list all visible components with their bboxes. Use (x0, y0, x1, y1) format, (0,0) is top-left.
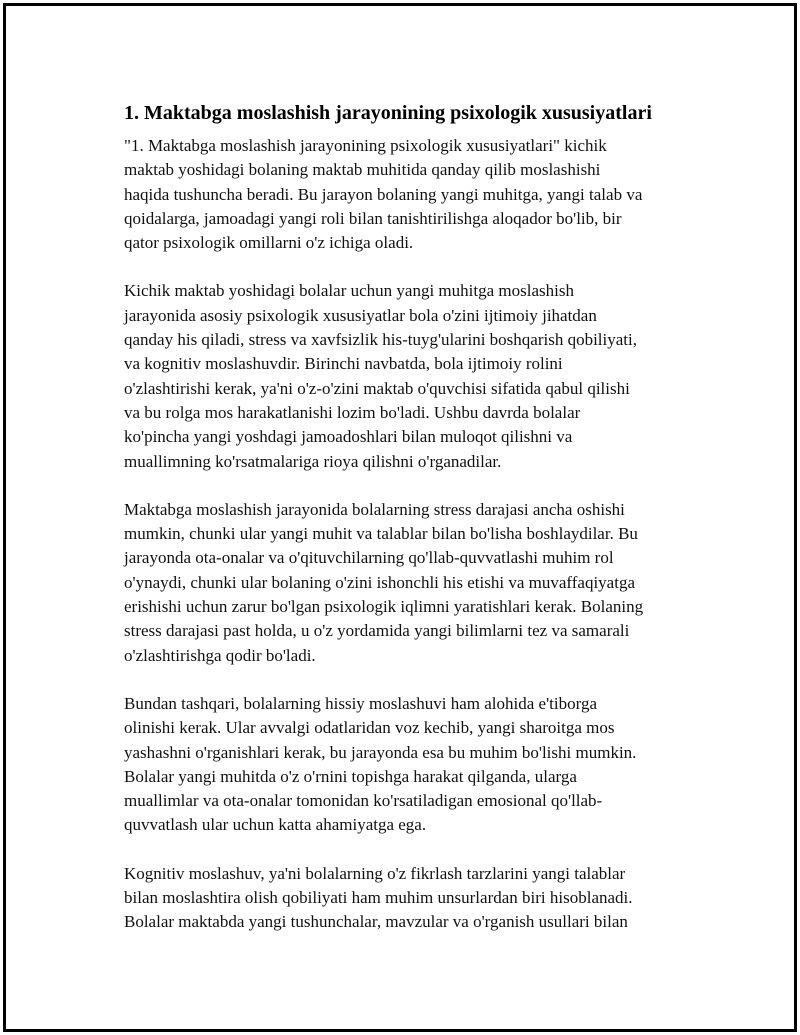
paragraph (124, 692, 704, 838)
paragraph (124, 862, 704, 935)
text-line: yashashni o'rganishlari kerak, bu jarayonda esa bu muhim bo'lishi mumkin. (124, 742, 637, 762)
paragraph (124, 134, 704, 255)
page-frame (3, 3, 797, 1032)
paragraph (124, 279, 704, 473)
text-line: "1. Maktabga moslashish jarayonining psixologik xususiyatlari" kichik (124, 136, 607, 155)
text-line: Kognitiv moslashuv, ya'ni bolalarning o'z fikrlash tarzlarini yangi talablar (124, 863, 626, 883)
document-title: 1. Maktabga moslashish jarayonining psixologik xususiyatlari (124, 102, 652, 124)
text-line: qator psixologik omillarni o'z ichiga oladi. (124, 233, 414, 253)
text-line: haqida tushuncha beradi. Bu jarayon bolaning yangi muhitga, yangi talab va (124, 184, 643, 204)
text-line: olinishi kerak. Ular avvalgi odatlaridan voz kechib, yangi sharoitga mos (124, 718, 615, 738)
text-line: qoidalarga, jamoadagi yangi roli bilan tanishtirilishga aloqador bo'lib, bir (124, 208, 622, 228)
page-content (124, 100, 704, 959)
text-line: o'zlashtirishi kerak, ya'ni o'z-o'zini maktab o'quvchisi sifatida qabul qilishi (124, 378, 630, 398)
paragraph (124, 498, 704, 668)
text-line: jarayonda ota-onalar va o'qituvchilarning qo'llab-quvvatlashi muhim rol (124, 548, 614, 568)
text-line: ko'pincha yangi yoshdagi jamoadoshlari bilan muloqot qilishni va (124, 427, 573, 447)
text-line: muallimlar va ota-onalar tomonidan ko'rsatiladigan emosional qo'llab- (124, 791, 603, 811)
document-body (124, 134, 704, 935)
text-line: quvvatlash ular uchun katta ahamiyatga ega. (124, 815, 427, 835)
text-line: Kichik maktab yoshidagi bolalar uchun yangi muhitga moslashish (124, 281, 574, 301)
text-line: Maktabga moslashish jarayonida bolalarning stress darajasi ancha oshishi (124, 499, 625, 519)
text-line: maktab yoshidagi bolaning maktab muhitida qanday qilib moslashishi (124, 160, 601, 180)
text-line: muallimning ko'rsatmalariga rioya qilishni o'rganadilar. (124, 451, 502, 471)
text-line: erishishi uchun zarur bo'lgan psixologik iqlimni yaratishlari kerak. Bolaning (124, 597, 644, 617)
text-line: va bu rolga mos harakatlanishi lozim bo'ladi. Ushbu davrda bolalar (124, 402, 581, 422)
text-line: Bundan tashqari, bolalarning hissiy moslashuvi ham alohida e'tiborga (124, 693, 598, 713)
text-line: Bolalar yangi muhitda o'z o'rnini topishga harakat qilganda, ularga (124, 766, 577, 786)
text-line: jarayonida asosiy psixologik xususiyatlar bola o'zini ijtimoiy jihatdan (124, 305, 597, 325)
text-line: Bolalar maktabda yangi tushunchalar, mavzular va o'rganish usullari bilan (124, 912, 628, 932)
text-line: o'zlashtirishga qodir bo'ladi. (124, 645, 316, 665)
text-line: va kognitiv moslashuvdir. Birinchi navbatda, bola ijtimoiy rolini (124, 354, 563, 374)
text-line: bilan moslashtira olish qobiliyati ham muhim unsurlardan biri hisoblanadi. (124, 888, 633, 908)
text-line: o'ynaydi, chunki ular bolaning o'zini ishonchli his etishi va muvaffaqiyatga (124, 572, 635, 592)
text-line: qanday his qiladi, stress va xavfsizlik his-tuyg'ularini boshqarish qobiliyati, (124, 330, 637, 350)
text-line: mumkin, chunki ular yangi muhit va talablar bilan bo'lisha boshlaydilar. Bu (124, 524, 638, 544)
text-line: stress darajasi past holda, u o'z yordamida yangi bilimlarni tez va samarali (124, 621, 630, 641)
